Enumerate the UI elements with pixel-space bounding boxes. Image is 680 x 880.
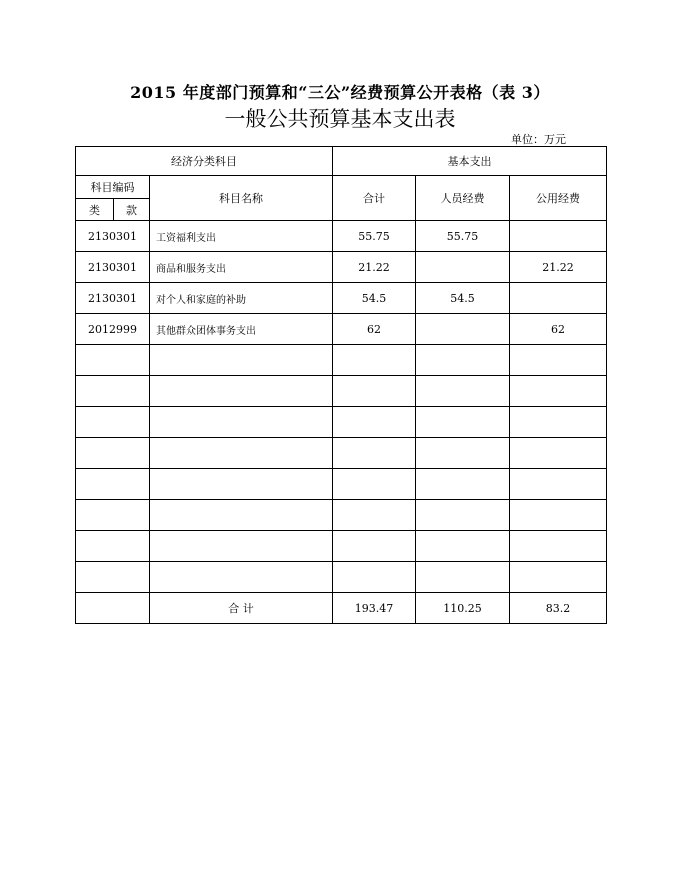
- header-section: 款: [114, 199, 150, 221]
- row-public: [510, 283, 607, 314]
- empty-row: [76, 407, 607, 438]
- total-public: 83.2: [510, 593, 607, 624]
- table-row: [76, 314, 607, 345]
- row-code: 2130301: [76, 252, 150, 283]
- empty-row: [76, 438, 607, 469]
- header-economic-category: 经济分类科目: [76, 147, 333, 176]
- header-subject-name: 科目名称: [150, 176, 333, 221]
- document-title: 2015 年度部门预算和“三公”经费预算公开表格（表 3）: [130, 83, 550, 102]
- row-total: 21.22: [333, 252, 416, 283]
- row-personnel: 55.75: [416, 221, 510, 252]
- empty-row: [76, 345, 607, 376]
- row-public: 21.22: [510, 252, 607, 283]
- row-personnel: [416, 314, 510, 345]
- row-code: 2130301: [76, 221, 150, 252]
- row-name: 对个人和家庭的补助: [150, 283, 333, 314]
- row-total: 55.75: [333, 221, 416, 252]
- empty-row: [76, 469, 607, 500]
- row-code: 2130301: [76, 283, 150, 314]
- table-row: [76, 252, 607, 283]
- header-class: 类: [76, 199, 114, 221]
- row-code: 2012999: [76, 314, 150, 345]
- table-row: [76, 221, 607, 252]
- header-subject-code: 科目编码: [76, 176, 150, 199]
- row-name: 其他群众团体事务支出: [150, 314, 333, 345]
- total-row: [76, 593, 607, 624]
- table-row: [76, 283, 607, 314]
- budget-table: [75, 146, 607, 624]
- row-personnel: [416, 252, 510, 283]
- header-personnel: 人员经费: [416, 176, 510, 221]
- total-personnel: 110.25: [416, 593, 510, 624]
- empty-row: [76, 562, 607, 593]
- total-label: 合 计: [150, 593, 333, 624]
- header-total: 合计: [333, 176, 416, 221]
- row-name: 工资福利支出: [150, 221, 333, 252]
- row-personnel: 54.5: [416, 283, 510, 314]
- row-public: [510, 221, 607, 252]
- empty-row: [76, 531, 607, 562]
- row-total: 54.5: [333, 283, 416, 314]
- row-total: 62: [333, 314, 416, 345]
- table-title: 一般公共预算基本支出表: [224, 107, 456, 131]
- total-sum: 193.47: [333, 593, 416, 624]
- header-basic-expenditure: 基本支出: [333, 147, 607, 176]
- row-public: 62: [510, 314, 607, 345]
- empty-row: [76, 500, 607, 531]
- header-public: 公用经费: [510, 176, 607, 221]
- row-name: 商品和服务支出: [150, 252, 333, 283]
- empty-row: [76, 376, 607, 407]
- unit-label: 单位：万元: [511, 133, 566, 146]
